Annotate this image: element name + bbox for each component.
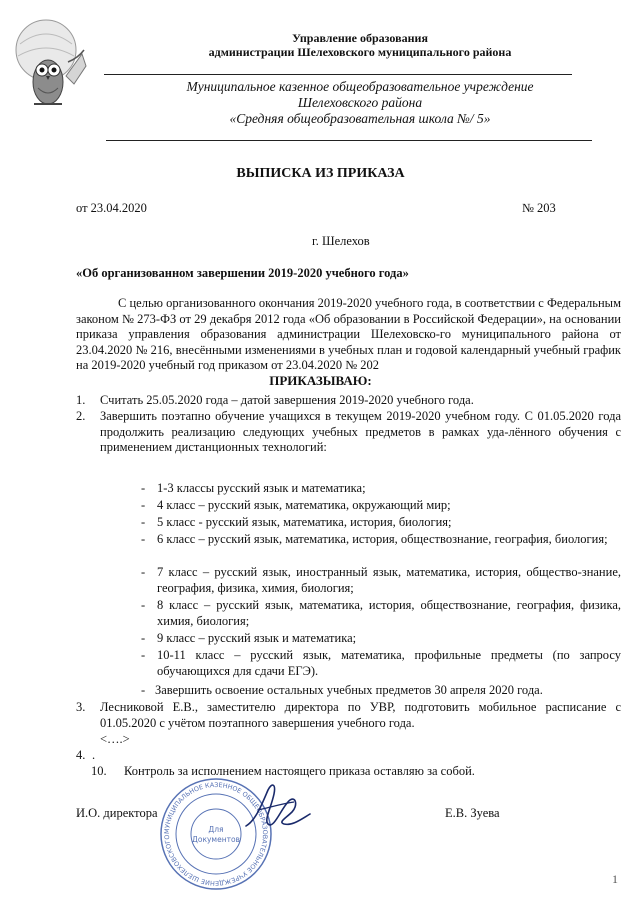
handwritten-signature	[238, 780, 318, 840]
page-number: 1	[612, 872, 618, 886]
omission-marker: <….>	[100, 732, 130, 746]
school-name-line1: Муниципальное казенное общеобразовательное учреждение	[186, 79, 534, 94]
list-item: - 9 класс – русский язык и математика;	[141, 631, 357, 645]
org-name-line1: Управление образования	[292, 31, 428, 45]
item-1-number: 1.	[76, 393, 86, 407]
document-date: от 23.04.2020	[76, 201, 147, 215]
school-name-line2: Шелеховского района	[297, 95, 423, 110]
intro-paragraph: С целью организованного окончания 2019-2020 учебного года, в соответствии с Федеральным законом № 273-ФЗ от 29 декабря 2012 года «Об образовании в Российской Федерации», на основании приказа управления образования администрации Шелеховско-го муниципального района от 23.04.2020 № 216, внесёнными изменениями в учебных план и годовой календарный учебный график на 2019-2020 учебный год приказом от 23.04.2020 № 202	[76, 296, 621, 372]
document-city: г. Шелехов	[312, 234, 370, 248]
subitem-final: - Завершить освоение остальных учебных предметов 30 апреля 2020 года.	[141, 683, 543, 697]
list-item: - 4 класс – русский язык, математика, окружающий мир;	[141, 498, 451, 512]
document-subject: «Об организованном завершении 2019-2020 учебного года»	[76, 266, 409, 280]
item-4-number: 4.	[76, 748, 86, 762]
item-10-number: 10.	[91, 764, 107, 778]
list-item: - 8 класс – русский язык, математика, история, обществознание, география, физика, химия, биология;	[141, 598, 621, 628]
item-3-number: 3.	[76, 700, 86, 714]
list-item: - 1-3 классы русский язык и математика;	[141, 481, 366, 495]
stamp-inner-line2: Документов	[192, 835, 240, 844]
item-1-text: Считать 25.05.2020 года – датой завершения 2019-2020 учебного года.	[100, 393, 474, 407]
item-2-text: Завершить поэтапно обучение учащихся в текущем 2019-2020 учебном году. С 01.05.2020 года продолжить реализацию следующих учебных предметов в рамках уда-лённого обучения с применением дистанционных технологий:	[100, 409, 621, 454]
org-name-line2: администрации Шелеховского муниципального района	[208, 45, 512, 59]
header-divider-top	[104, 74, 572, 75]
item-2-number: 2.	[76, 409, 86, 423]
list-item: - 5 класс - русский язык, математика, история, биология;	[141, 515, 452, 529]
document-title: ВЫПИСКА ИЗ ПРИКАЗА	[236, 166, 405, 181]
item-3-text: Лесниковой Е.В., заместителю директора по УВР, подготовить мобильное расписание с 01.05.2020 с учётом поэтапного завершения учебного года.	[100, 700, 621, 730]
stamp-ring-text: МУНИЦИПАЛЬНОЕ КАЗЕННОЕ ОБЩЕОБРАЗОВАТЕЛЬНОЕ УЧРЕЖДЕНИЕ ШЕЛЕХОВСКОГО	[162, 780, 270, 888]
item-10-text: Контроль за исполнением настоящего приказа оставляю за собой.	[124, 764, 475, 778]
list-item: - 7 класс – русский язык, иностранный язык, математика, история, общество-знание, география, физика, химия, биология;	[141, 565, 621, 595]
document-number: № 203	[522, 201, 556, 215]
stamp-inner-line1: Для	[208, 825, 224, 834]
list-item: - 6 класс – русский язык, математика, история, обществознание, география, биология;	[141, 532, 608, 546]
signer-role: И.О. директора	[76, 806, 158, 820]
list-item: - 10-11 класс – русский язык, математика, профильные предметы (по запросу обучающихся для сдачи ЕГЭ).	[141, 648, 621, 678]
item-4-text: .	[92, 748, 96, 762]
signer-name: Е.В. Зуева	[445, 806, 500, 820]
order-heading: ПРИКАЗЫВАЮ:	[269, 373, 372, 388]
school-logo	[8, 14, 90, 114]
school-name-line3: «Средняя общеобразовательная школа №/ 5»	[229, 111, 491, 126]
header-divider-bottom	[106, 140, 592, 141]
